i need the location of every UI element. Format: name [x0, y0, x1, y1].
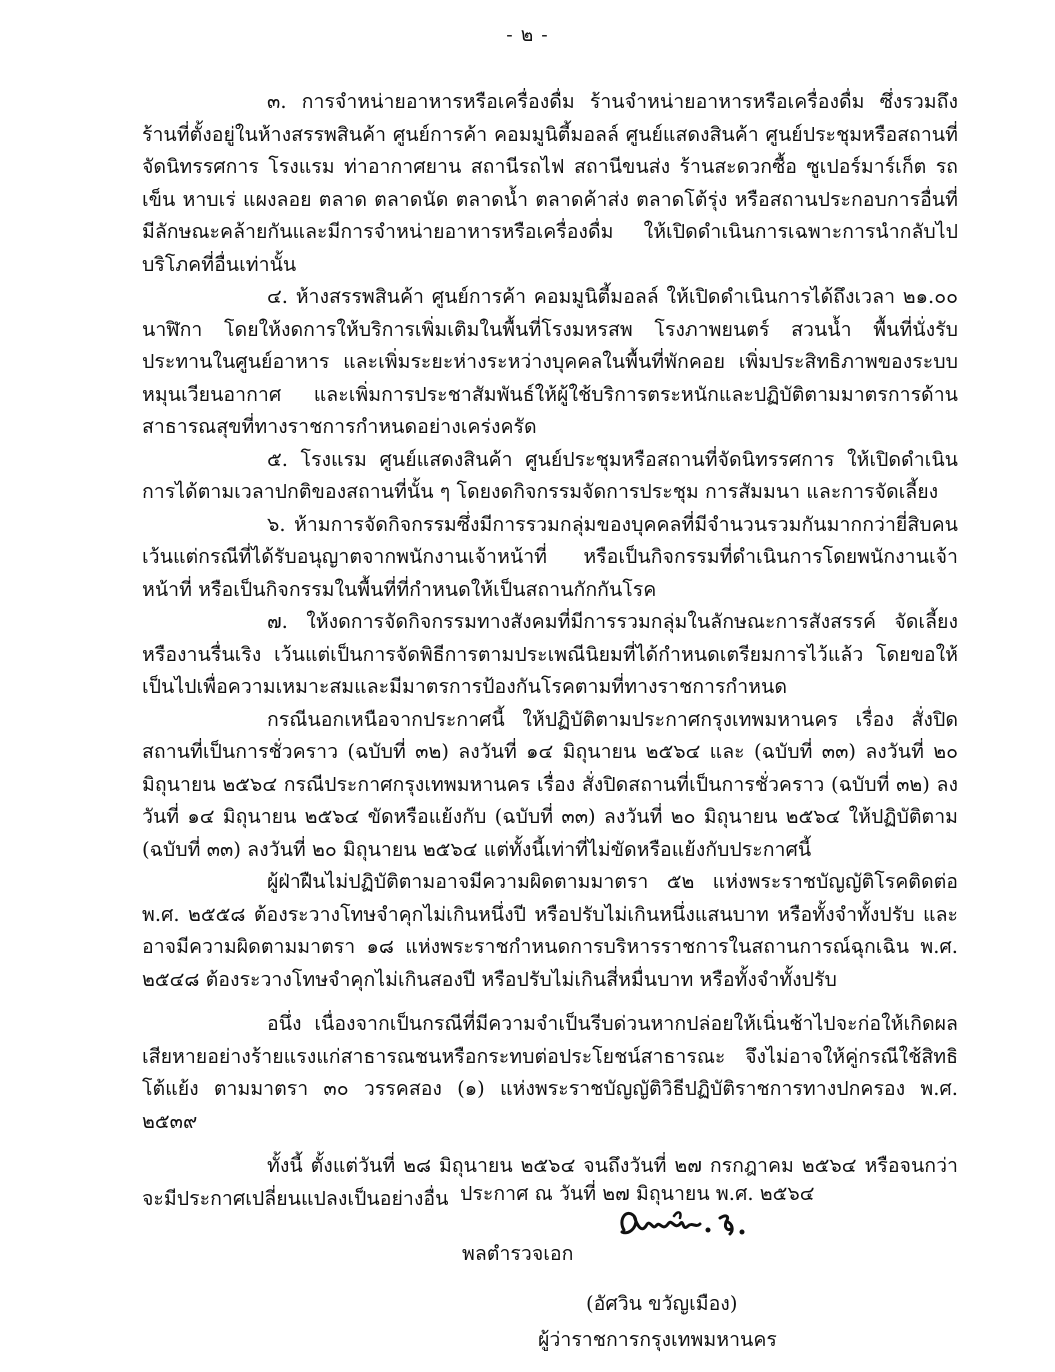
- paragraph-item-6: ๖. ห้ามการจัดกิจกรรมซึ่งมีการรวมกลุ่มของบุคคลที่มีจำนวนรวมกันมากกว่ายี่สิบคน เว้นแต่กรณีที่ได้รับอนุญาตจากพนักงานเจ้าหน้าที่ หรือเป็นกิจกรรมที่ดำเนินการโดยพนักงานเจ้าหน้าที่ หรือเป็นกิจกรรมในพื้นที่ที่กำหนดให้เป็นสถานกักกันโรค: [142, 512, 958, 601]
- paragraph-other-cases: กรณีนอกเหนือจากประกาศนี้ ให้ปฏิบัติตามประกาศกรุงเทพมหานคร เรื่อง สั่งปิดสถานที่เป็นการชั่วคราว (ฉบับที่ ๓๒) ลงวันที่ ๑๔ มิถุนายน ๒๕๖๔ และ (ฉบับที่ ๓๓) ลงวันที่ ๒๐ มิถุนายน ๒๕๖๔ กรณีประกาศกรุงเทพมหานคร เรื่อง สั่งปิดสถานที่เป็นการชั่วคราว (ฉบับที่ ๓๒) ลงวันที่ ๑๔ มิถุนายน ๒๕๖๔ ขัดหรือแย้งกับ (ฉบับที่ ๓๓) ลงวันที่ ๒๐ มิถุนายน ๒๕๖๔ ให้ปฏิบัติตาม (ฉบับที่ ๓๓) ลงวันที่ ๒๐ มิถุนายน ๒๕๖๔ แต่ทั้งนี้เท่าที่ไม่ขัดหรือแย้งกับประกาศนี้: [142, 707, 958, 861]
- signer-title: ผู้ว่าราชการกรุงเทพมหานคร: [538, 1328, 777, 1351]
- paragraph-effective-period: ทั้งนี้ ตั้งแต่วันที่ ๒๘ มิถุนายน ๒๕๖๔ จนถึงวันที่ ๒๗ กรกฎาคม ๒๕๖๔ หรือจนกว่าจะมีประกาศเปลี่ยนแปลงเป็นอย่างอื่น: [142, 1154, 958, 1210]
- announcement-body: [142, 86, 958, 1215]
- paragraph-item-3: ๓. การจำหน่ายอาหารหรือเครื่องดื่ม ร้านจำหน่ายอาหารหรือเครื่องดื่ม ซึ่งรวมถึงร้านที่ตั้งอยู่ในห้างสรรพสินค้า ศูนย์การค้า คอมมูนิตี้มอลล์ ศูนย์แสดงสินค้า ศูนย์ประชุมหรือสถานที่จัดนิทรรศการ โรงแรม ท่าอากาศยาน สถานีรถไฟ สถานีขนส่ง ร้านสะดวกซื้อ ซูเปอร์มาร์เก็ต รถเข็น หาบเร่ แผงลอย ตลาด ตลาดนัด ตลาดน้ำ ตลาดค้าส่ง ตลาดโต้รุ่ง หรือสถานประกอบการอื่นที่มีลักษณะคล้ายกันและมีการจำหน่ายอาหารหรือเครื่องดื่ม ให้เปิดดำเนินการเฉพาะการนำกลับไปบริโภคที่อื่นเท่านั้น: [142, 90, 958, 276]
- announce-date: ประกาศ ณ วันที่ ๒๗ มิถุนายน พ.ศ. ๒๕๖๔: [460, 1182, 815, 1205]
- paragraph-item-5: ๕. โรงแรม ศูนย์แสดงสินค้า ศูนย์ประชุมหรือสถานที่จัดนิทรรศการ ให้เปิดดำเนินการได้ตามเวลาปกติของสถานที่นั้น ๆ โดยงดกิจกรรมจัดการประชุม การสัมมนา และการจัดเลี้ยง: [142, 447, 958, 503]
- paragraph-item-7: ๗. ให้งดการจัดกิจกรรมทางสังคมที่มีการรวมกลุ่มในลักษณะการสังสรรค์ จัดเลี้ยง หรืองานรื่นเริง เว้นแต่เป็นการจัดพิธีการตามประเพณีนิยมที่ได้กำหนดเตรียมการไว้แล้ว โดยขอให้เป็นไปเพื่อความเหมาะสมและมีมาตรการป้องกันโรคตามที่ทางราชการกำหนด: [142, 610, 958, 698]
- paragraph-urgency: อนึ่ง เนื่องจากเป็นกรณีที่มีความจำเป็นรีบด่วนหากปล่อยให้เนิ่นช้าไปจะก่อให้เกิดผลเสียหายอย่างร้ายแรงแก่สาธารณชนหรือกระทบต่อประโยชน์สาธารณะ จึงไม่อาจให้คู่กรณีใช้สิทธิโต้แย้ง ตามมาตรา ๓๐ วรรคสอง (๑) แห่งพระราชบัญญัติวิธีปฏิบัติราชการทางปกครอง พ.ศ. ๒๕๓๙: [142, 1012, 958, 1133]
- paragraph-item-4: ๔. ห้างสรรพสินค้า ศูนย์การค้า คอมมูนิตี้มอลล์ ให้เปิดดำเนินการได้ถึงเวลา ๒๑.๐๐ นาฬิกา โดยให้งดการให้บริการเพิ่มเติมในพื้นที่โรงมหรสพ โรงภาพยนตร์ สวนน้ำ พื้นที่นั่งรับประทานในศูนย์อาหาร และเพิ่มระยะห่างระหว่างบุคคลในพื้นที่พักคอย เพิ่มประสิทธิภาพของระบบหมุนเวียนอากาศ และเพิ่มการประชาสัมพันธ์ให้ผู้ใช้บริการตระหนักและปฏิบัติตามมาตรการด้านสาธารณสุขที่ทางราชการกำหนดอย่างเคร่งครัด: [142, 285, 958, 438]
- page-number: - ๒ -: [506, 24, 549, 46]
- signer-rank: พลตำรวจเอก: [462, 1242, 574, 1265]
- signer-name: (อัศวิน ขวัญเมือง): [586, 1292, 738, 1315]
- paragraph-penalty: ผู้ฝ่าฝืนไม่ปฏิบัติตามอาจมีความผิดตามมาตรา ๕๒ แห่งพระราชบัญญัติโรคติดต่อ พ.ศ. ๒๕๕๘ ต้องระวางโทษจำคุกไม่เกินหนึ่งปี หรือปรับไม่เกินหนึ่งแสนบาท หรือทั้งจำทั้งปรับ และอาจมีความผิดตามมาตรา ๑๘ แห่งพระราชกำหนดการบริหารราชการในสถานการณ์ฉุกเฉิน พ.ศ. ๒๕๔๘ ต้องระวางโทษจำคุกไม่เกินสองปี หรือปรับไม่เกินสี่หมื่นบาท หรือทั้งจำทั้งปรับ: [142, 870, 958, 991]
- handwritten-signature: [616, 1202, 756, 1242]
